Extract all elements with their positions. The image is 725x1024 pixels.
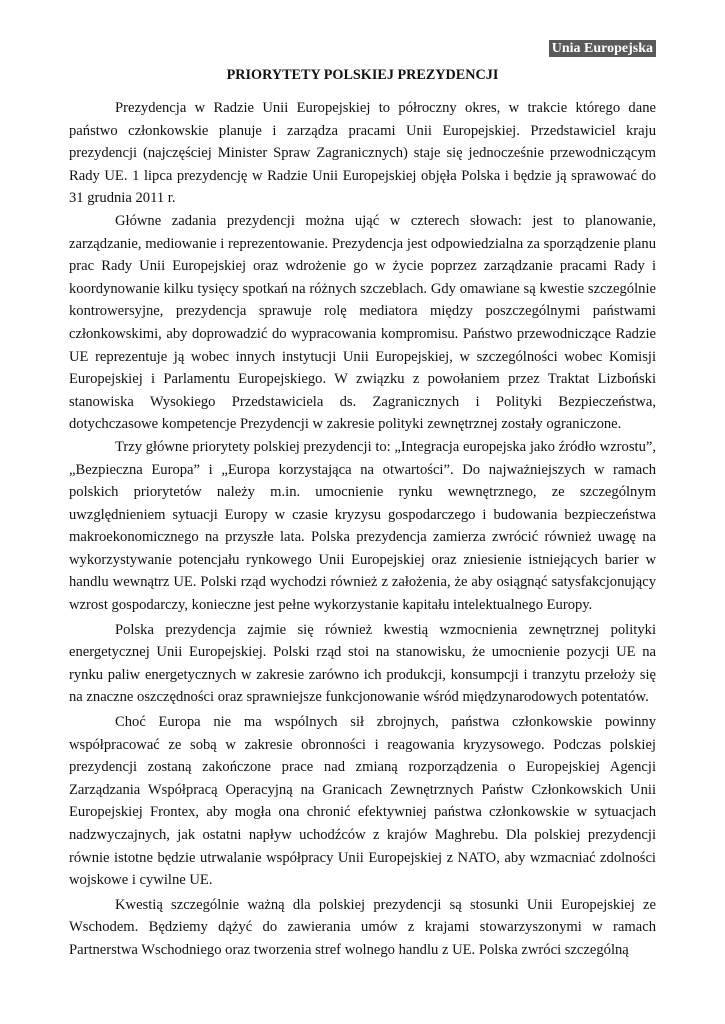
paragraph-2: Główne zadania prezydencji można ująć w czterech słowach: jest to planowanie, zarządzanie, mediowanie i reprezentowanie. Prezydencja jest odpowiedzialna za sporządzenie planu prac Rady Unii Europejskiej oraz wdrożenie go w życie poprzez zarządzanie pracami Rady i koordynowanie kilku tysięcy spotkań na różnych szczeblach. Gdy omawiane są kwestie szczególnie kontrowersyjne, prezydencja sprawuje rolę mediatora między poszczególnymi państwami członkowskimi, aby doprowadzić do wypracowania kompromisu. Państwo przewodniczące Radzie UE reprezentuje ją wobec innych instytucji Unii Europejskiej, w szczególności wobec Komisji Europejskiej i Parlamentu Europejskiego. W związku z powołaniem przez Traktat Lizboński stanowiska Wysokiego Przedstawiciela ds. Zagranicznych i Polityki Bezpieczeństwa, dotychczasowe kompetencje Prezydencji w zakresie polityki zewnętrznej zostały ograniczone.	[69, 212, 656, 433]
paragraph-3: Trzy główne priorytety polskiej prezydencji to: „Integracja europejska jako źródło wzrostu”, „Bezpieczna Europa” i „Europa korzystająca na otwartości”. Do najważniejszych w ramach polskich priorytetów należy m.in. umocnienie rynku wewnętrznego, ze szczególnym uwzględnieniem sytuacji Europy w czasie kryzysu gospodarczego i budowania bezpieczeństwa makroekonomicznego na przyszłe lata. Polska prezydencja zamierza zwrócić również uwagę na wykorzystywanie potencjału rynkowego Unii Europejskiej oraz zniesienie istniejących barier w handlu wewnątrz UE. Polski rząd wychodzi również z założenia, że aby osiągnąć satysfakcjonujący wzrost gospodarczy, konieczne jest pełne wykorzystanie kapitału intelektualnego Europy.	[69, 438, 656, 614]
paragraph-5: Choć Europa nie ma wspólnych sił zbrojnych, państwa członkowskie powinny współpracować ze sobą w zakresie obronności i reagowania kryzysowego. Podczas polskiej prezydencji zostaną zakończone prace nad zmianą rozporządzenia o Europejskiej Agencji Zarządzania Współpracą Operacyjną na Granicach Zewnętrznych Państw Członkowskich Unii Europejskiej Frontex, aby mogła ona chronić efektywniej państwa członkowskie w sytuacjach nadzwyczajnych, jak ostatni napływ uchodźców z krajów Maghrebu. Dla polskiej prezydencji równie istotne będzie utrwalanie współpracy Unii Europejskiej z NATO, aby wzmacniać zdolności wojskowe i cywilne UE.	[69, 714, 656, 889]
document-title: PRIORYTETY POLSKIEJ PREZYDENCJI	[226, 67, 499, 83]
section-tag: Unia Europejska	[549, 40, 656, 57]
paragraph-1: Prezydencja w Radzie Unii Europejskiej to półroczny okres, w trakcie którego dane państwo członkowskie planuje i zarządza pracami Unii Europejskiej. Przedstawiciel kraju prezydencji (najczęściej Minister Spraw Zagranicznych) staje się jednocześnie przewodniczącym Rady UE. 1 lipca prezydencję w Radzie Unii Europejskiej objęła Polska i będzie ją sprawować do 31 grudnia 2011 r.	[69, 100, 656, 207]
paragraph-4: Polska prezydencja zajmie się również kwestią wzmocnienia zewnętrznej polityki energetycznej Unii Europejskiej. Polski rząd stoi na stanowisku, że umocnienie pozycji UE na rynku paliw energetycznych w zakresie zarówno ich produkcji, konsumpcji i tranzytu przełoży się na znaczne oszczędności oraz sprawniejsze funkcjonowanie wśród międzynarodowych potentatów.	[69, 621, 656, 706]
paragraph-6: Kwestią szczególnie ważną dla polskiej prezydencji są stosunki Unii Europejskiej ze Wschodem. Będziemy dążyć do zawierania umów z krajami stowarzyszonymi w ramach Partnerstwa Wschodniego oraz tworzenia stref wolnego handlu z UE. Polska zwróci szczególną	[69, 896, 656, 958]
document-body	[69, 97, 656, 962]
